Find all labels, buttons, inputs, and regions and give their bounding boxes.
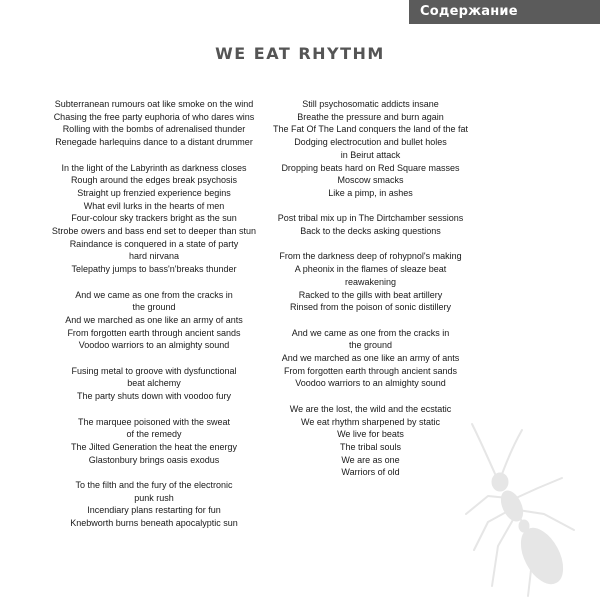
poem-line: Four-colour sky trackers bright as the sun	[71, 213, 237, 224]
poem-line: And we came as one from the cracks in	[291, 327, 450, 338]
poem-line: Voodoo warriors to an almighty sound	[78, 340, 230, 351]
poem-title: WE EAT RHYTHM	[215, 44, 385, 63]
poem-line: Still psychosomatic addicts insane	[302, 99, 439, 109]
poem-line: reawakening	[344, 276, 397, 287]
poem-line: in Beirut attack	[340, 149, 401, 160]
poem-line: the ground	[348, 340, 393, 351]
stanza	[249, 403, 492, 479]
poem-line: Rough around the edges break psychosis	[70, 175, 238, 186]
poem-line: Fusing metal to groove with dysfunctional	[71, 365, 237, 376]
stanza	[249, 212, 492, 237]
poem-line: The tribal souls	[339, 441, 402, 452]
poem-line: Knebworth burns beneath apocalyptic sun	[70, 518, 238, 529]
poem-line: The party shuts down with voodoo fury	[76, 391, 232, 402]
ant-icon	[458, 418, 598, 600]
poem-line: We live for beats	[337, 429, 404, 440]
poem-line: Rolling with the bombs of adrenalised thunder	[62, 124, 246, 135]
stanza	[34, 98, 274, 149]
section-tab-label: Содержание	[420, 4, 518, 19]
stanza	[249, 327, 492, 391]
poem-line: beat alchemy	[127, 378, 181, 389]
poem-line: We are as one	[341, 454, 400, 465]
poem-line: Telepathy jumps to bass'n'breaks thunder	[71, 264, 237, 275]
poem-line: Dodging electrocution and bullet holes	[294, 137, 447, 148]
poem-right-column	[249, 98, 492, 492]
stanza	[34, 365, 274, 403]
poem-line: Subterranean rumours oat like smoke on the wind	[54, 99, 254, 109]
stanza	[34, 289, 274, 353]
poem-line: A pheonix in the flames of sleaze beat	[294, 264, 447, 275]
poem-line: In the light of the Labyrinth as darkness closes	[61, 162, 247, 173]
poem-line: From forgotten earth through ancient sands	[283, 365, 458, 376]
poem-line: Raindance is conquered in a state of party	[69, 238, 239, 249]
poem-line: Dropping beats hard on Red Square masses	[281, 162, 460, 173]
poem-line: Warriors of old	[341, 467, 400, 478]
poem-line: hard nirvana	[128, 251, 180, 262]
stanza	[249, 250, 492, 314]
poem-line: Moscow smacks	[337, 175, 404, 186]
poem-line: The Fat Of The Land conquers the land of the fat	[273, 124, 468, 135]
poem-line: The marquee poisoned with the sweat	[77, 416, 231, 427]
poem-line: Post tribal mix up in The Dirtchamber sessions	[277, 213, 464, 224]
poem-left-column	[34, 98, 274, 543]
poem-line: The Jilted Generation the heat the energy	[70, 441, 238, 452]
poem-line: Rinsed from the poison of sonic distillery	[289, 302, 452, 313]
poem-line: Strobe owers and bass end set to deeper than stun	[51, 226, 257, 237]
poem-line: Renegade harlequins dance to a distant drummer	[55, 137, 253, 148]
poem-line: And we marched as one like an army of ants	[65, 314, 243, 325]
poem-line: Incendiary plans restarting for fun	[87, 505, 221, 516]
stanza	[34, 479, 274, 530]
poem-line: punk rush	[134, 492, 174, 503]
stanza	[34, 416, 274, 467]
poem-line: Voodoo warriors to an almighty sound	[295, 378, 446, 389]
poem-line: Like a pimp, in ashes	[328, 187, 413, 198]
stanza	[34, 162, 274, 276]
poem-line: Back to the decks asking questions	[300, 226, 441, 237]
poem-line: We are the lost, the wild and the ecstatic	[289, 403, 452, 414]
poem-line: From forgotten earth through ancient sands	[67, 327, 241, 338]
poem-line: We eat rhythm sharpened by static	[301, 416, 440, 427]
poem-line: From the darkness deep of rohypnol's making	[279, 251, 462, 262]
poem-line: To the filth and the fury of the electronic	[75, 480, 233, 491]
poem-line: of the remedy	[126, 429, 182, 440]
poem-line: And we came as one from the cracks in	[75, 289, 233, 300]
poem-line: What evil lurks in the hearts of men	[83, 200, 225, 211]
section-tab[interactable]	[409, 0, 600, 24]
poem-line: And we marched as one like an army of ants	[281, 353, 460, 364]
poem-line: Straight up frenzied experience begins	[77, 187, 231, 198]
poem-line: Racked to the gills with beat artillery	[298, 289, 443, 300]
poem-line: Breathe the pressure and burn again	[297, 111, 444, 122]
poem-line: Chasing the free party euphoria of who dares wins	[53, 111, 255, 122]
poem-line: the ground	[132, 302, 176, 313]
poem-line: Glastonbury brings oasis exodus	[88, 454, 220, 465]
stanza	[249, 98, 492, 200]
